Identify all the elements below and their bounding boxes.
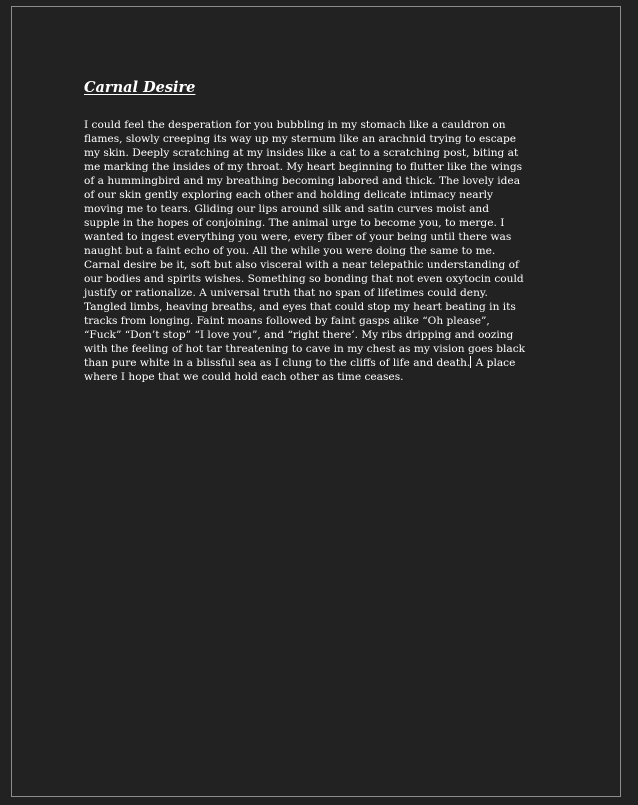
body-line: with the feeling of hot tar threatening to cave in my chest as my vision goes black: [84, 343, 526, 355]
document-body[interactable]: [84, 118, 564, 384]
document-title[interactable]: Carnal Desire: [84, 79, 196, 96]
body-line: Carnal desire be it, soft but also visceral with a near telepathic understanding of: [84, 259, 519, 271]
body-line: flames, slowly creeping its way up my sternum like an arachnid trying to escape: [84, 133, 517, 145]
body-line: me marking the insides of my throat. My heart beginning to flutter like the wings: [84, 161, 523, 173]
body-line: “Fuck” “Don’t stop” “I love you”, and “right there’. My ribs dripping and oozing: [84, 329, 514, 341]
body-line: of a hummingbird and my breathing becoming labored and thick. The lovely idea: [84, 175, 521, 187]
body-line: supple in the hopes of conjoining. The animal urge to become you, to merge. I: [84, 217, 505, 229]
body-line: my skin. Deeply scratching at my insides like a cat to a scratching post, biting at: [84, 147, 519, 159]
body-line: Tangled limbs, heaving breaths, and eyes that could stop my heart beating in its: [84, 301, 516, 313]
body-text-after-caret: A place: [472, 357, 516, 369]
body-line: of our skin gently exploring each other and holding delicate intimacy nearly: [84, 189, 494, 201]
body-line: moving me to tears. Gliding our lips around silk and satin curves moist and: [84, 203, 490, 215]
body-line: justify or rationalize. A universal truth that no span of lifetimes could deny.: [84, 287, 488, 299]
body-line: naught but a faint echo of you. All the while you were doing the same to me.: [84, 245, 496, 257]
body-line: our bodies and spirits wishes. Something so bonding that not even oxytocin could: [84, 273, 524, 285]
body-text-before-caret: than pure white in a blissful sea as I clung to the cliffs of life and death.: [84, 357, 471, 369]
body-line: wanted to ingest everything you were, every fiber of your being until there was: [84, 231, 512, 243]
body-line-with-caret: [84, 356, 564, 370]
body-line: I could feel the desperation for you bubbling in my stomach like a cauldron on: [84, 119, 506, 131]
body-line: tracks from longing. Faint moans followed by faint gasps alike “Oh please”,: [84, 315, 490, 327]
document-page[interactable]: [11, 6, 621, 797]
body-line: where I hope that we could hold each other as time ceases.: [84, 371, 404, 383]
